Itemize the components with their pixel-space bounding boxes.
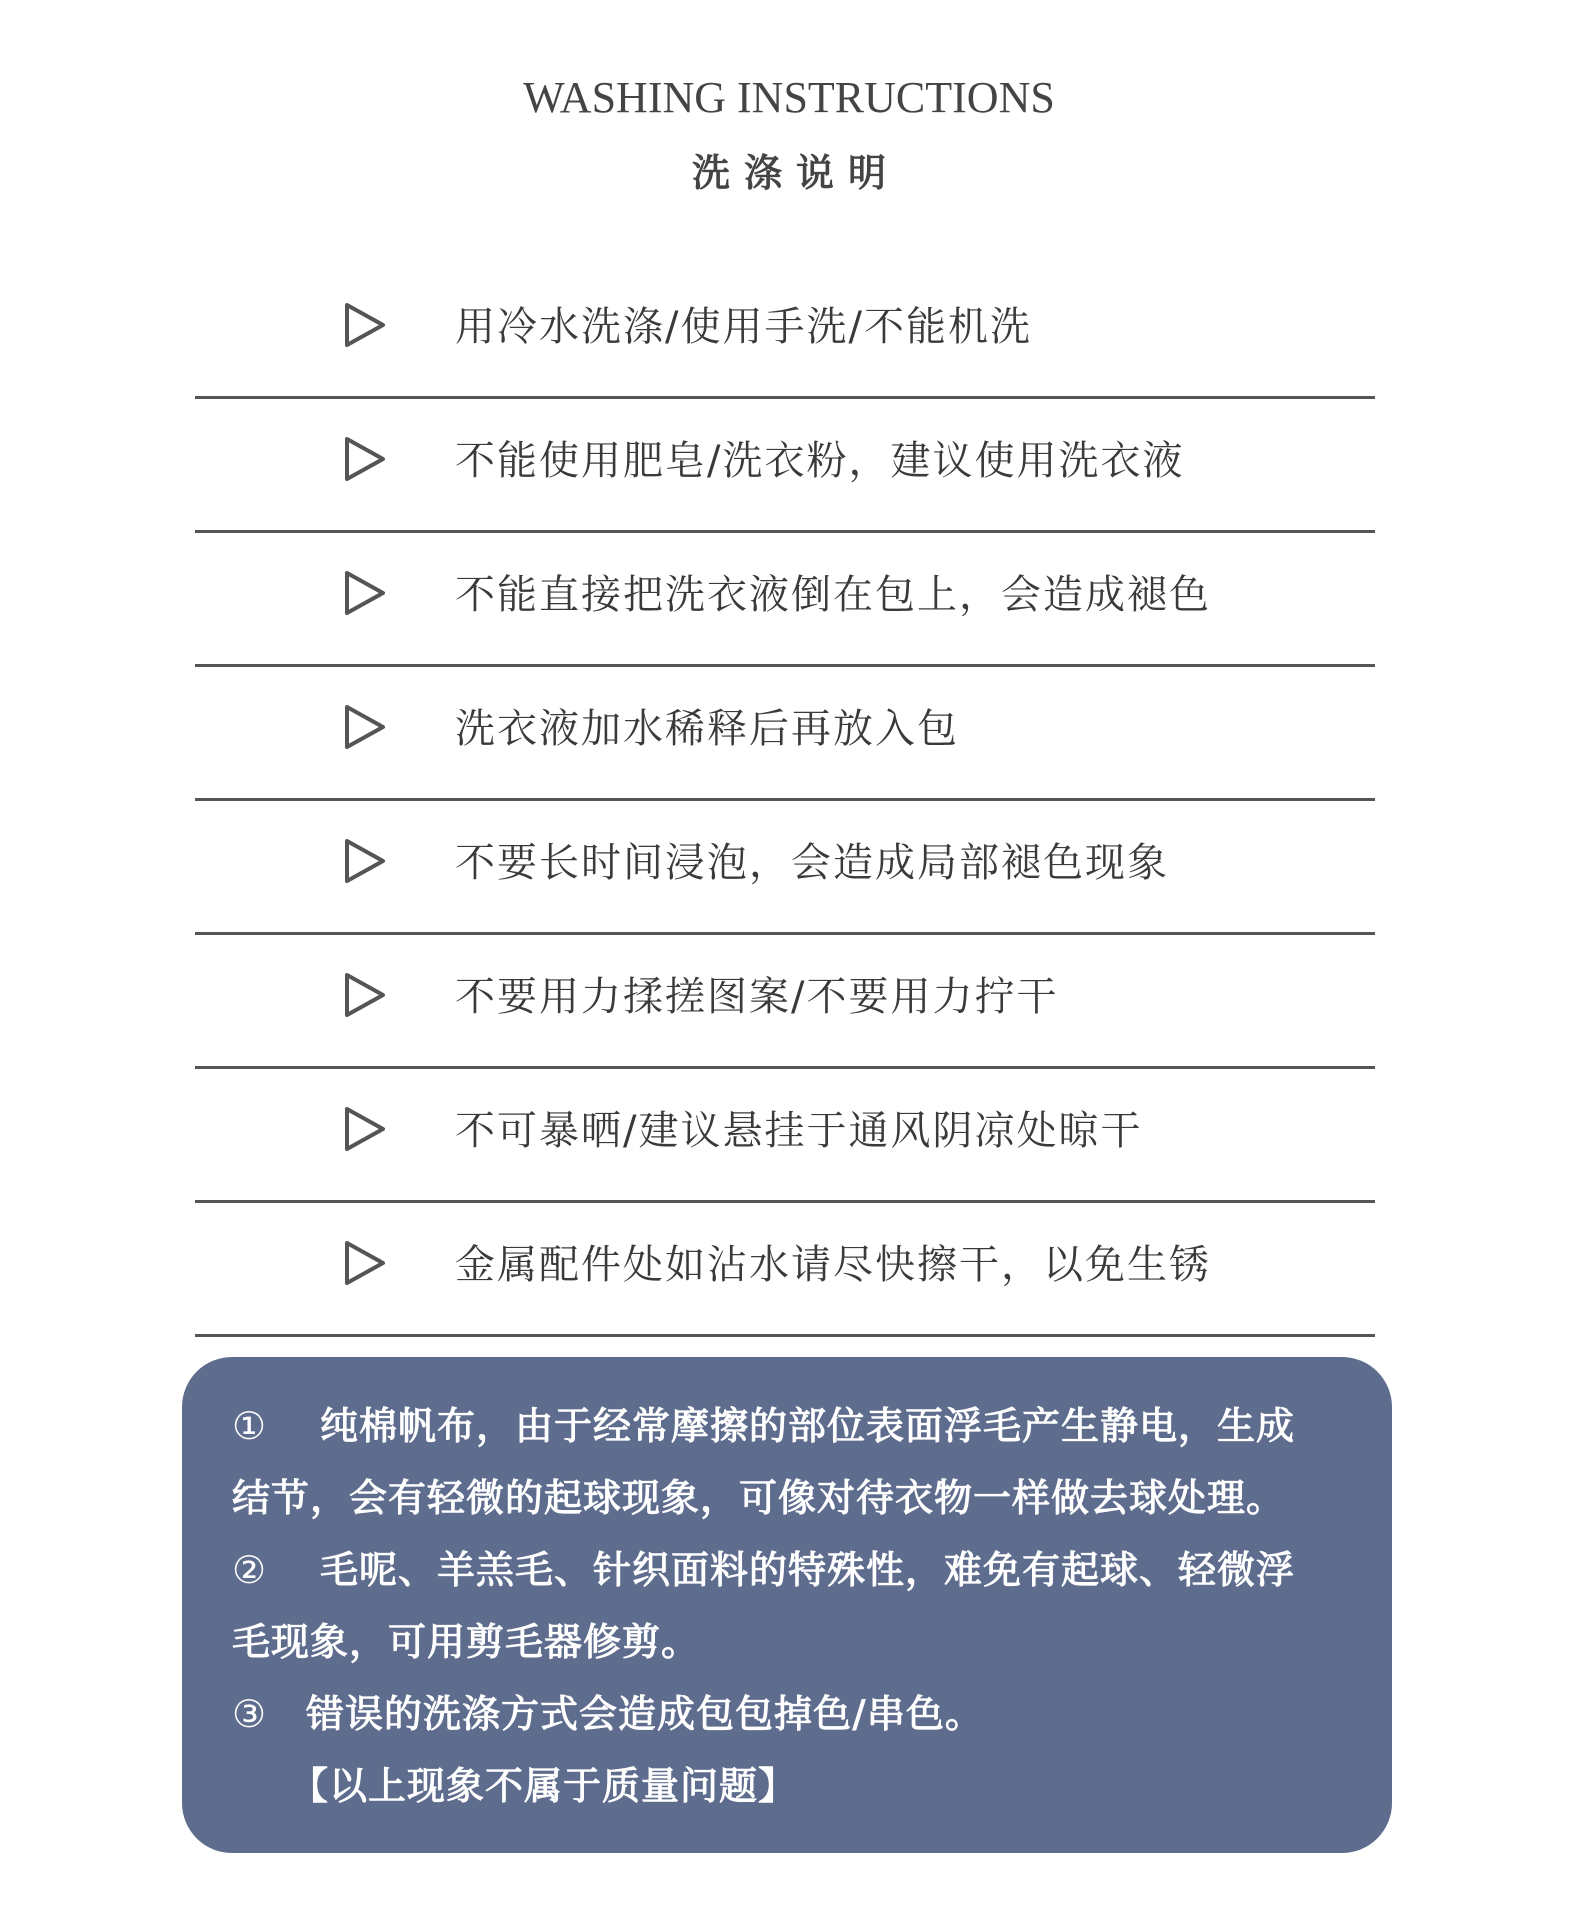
instruction-text: 不可暴晒/建议悬挂于通风阴凉处晾干 — [455, 1108, 1143, 1154]
instruction-row — [195, 667, 1375, 801]
play-triangle-icon — [343, 837, 387, 885]
note-3-line-1 — [232, 1683, 984, 1738]
instruction-row — [195, 399, 1375, 533]
instruction-text: 不能直接把洗衣液倒在包上，会造成褪色 — [455, 572, 1211, 618]
note-number: ② — [232, 1548, 268, 1592]
instruction-row — [195, 533, 1375, 667]
note-1-line-2: 结节，会有轻微的起球现象，可像对待衣物一样做去球处理。 — [232, 1476, 1286, 1520]
note-number: ③ — [232, 1692, 268, 1736]
note-2-line-2: 毛现象，可用剪毛器修剪。 — [232, 1620, 701, 1664]
instruction-row — [195, 801, 1375, 935]
title-chinese: 洗涤说明 — [691, 151, 900, 195]
instruction-text: 用冷水洗涤/使用手洗/不能机洗 — [455, 304, 1032, 350]
instruction-list — [195, 265, 1375, 1337]
instruction-text: 不要用力揉搓图案/不要用力拧干 — [455, 974, 1059, 1020]
disclaimer: 【以上现象不属于质量问题】 — [290, 1764, 798, 1808]
instruction-row — [195, 265, 1375, 399]
notes-panel — [182, 1357, 1392, 1853]
play-triangle-icon — [343, 971, 387, 1019]
play-triangle-icon — [343, 569, 387, 617]
instruction-text: 不要长时间浸泡，会造成局部褪色现象 — [455, 840, 1169, 886]
note-text: 毛呢、羊羔毛、针织面料的特殊性，难免有起球、轻微浮 — [320, 1548, 1296, 1592]
note-text: 纯棉帆布，由于经常摩擦的部位表面浮毛产生静电，生成 — [320, 1404, 1296, 1448]
play-triangle-icon — [343, 1239, 387, 1287]
instruction-row — [195, 1203, 1375, 1337]
play-triangle-icon — [343, 435, 387, 483]
note-text: 错误的洗涤方式会造成包包掉色/串色。 — [306, 1692, 984, 1736]
instruction-text: 金属配件处如沾水请尽快擦干，以免生锈 — [455, 1242, 1211, 1288]
instruction-text: 洗衣液加水稀释后再放入包 — [455, 706, 959, 752]
title-english: WASHING INSTRUCTIONS — [523, 73, 1055, 122]
play-triangle-icon — [343, 301, 387, 349]
instruction-row — [195, 1069, 1375, 1203]
instruction-row — [195, 935, 1375, 1069]
play-triangle-icon — [343, 1105, 387, 1153]
instruction-text: 不能使用肥皂/洗衣粉，建议使用洗衣液 — [455, 438, 1185, 484]
note-1-line-1 — [232, 1395, 1295, 1450]
note-number: ① — [232, 1404, 268, 1448]
note-2-line-1 — [232, 1539, 1295, 1594]
play-triangle-icon — [343, 703, 387, 751]
